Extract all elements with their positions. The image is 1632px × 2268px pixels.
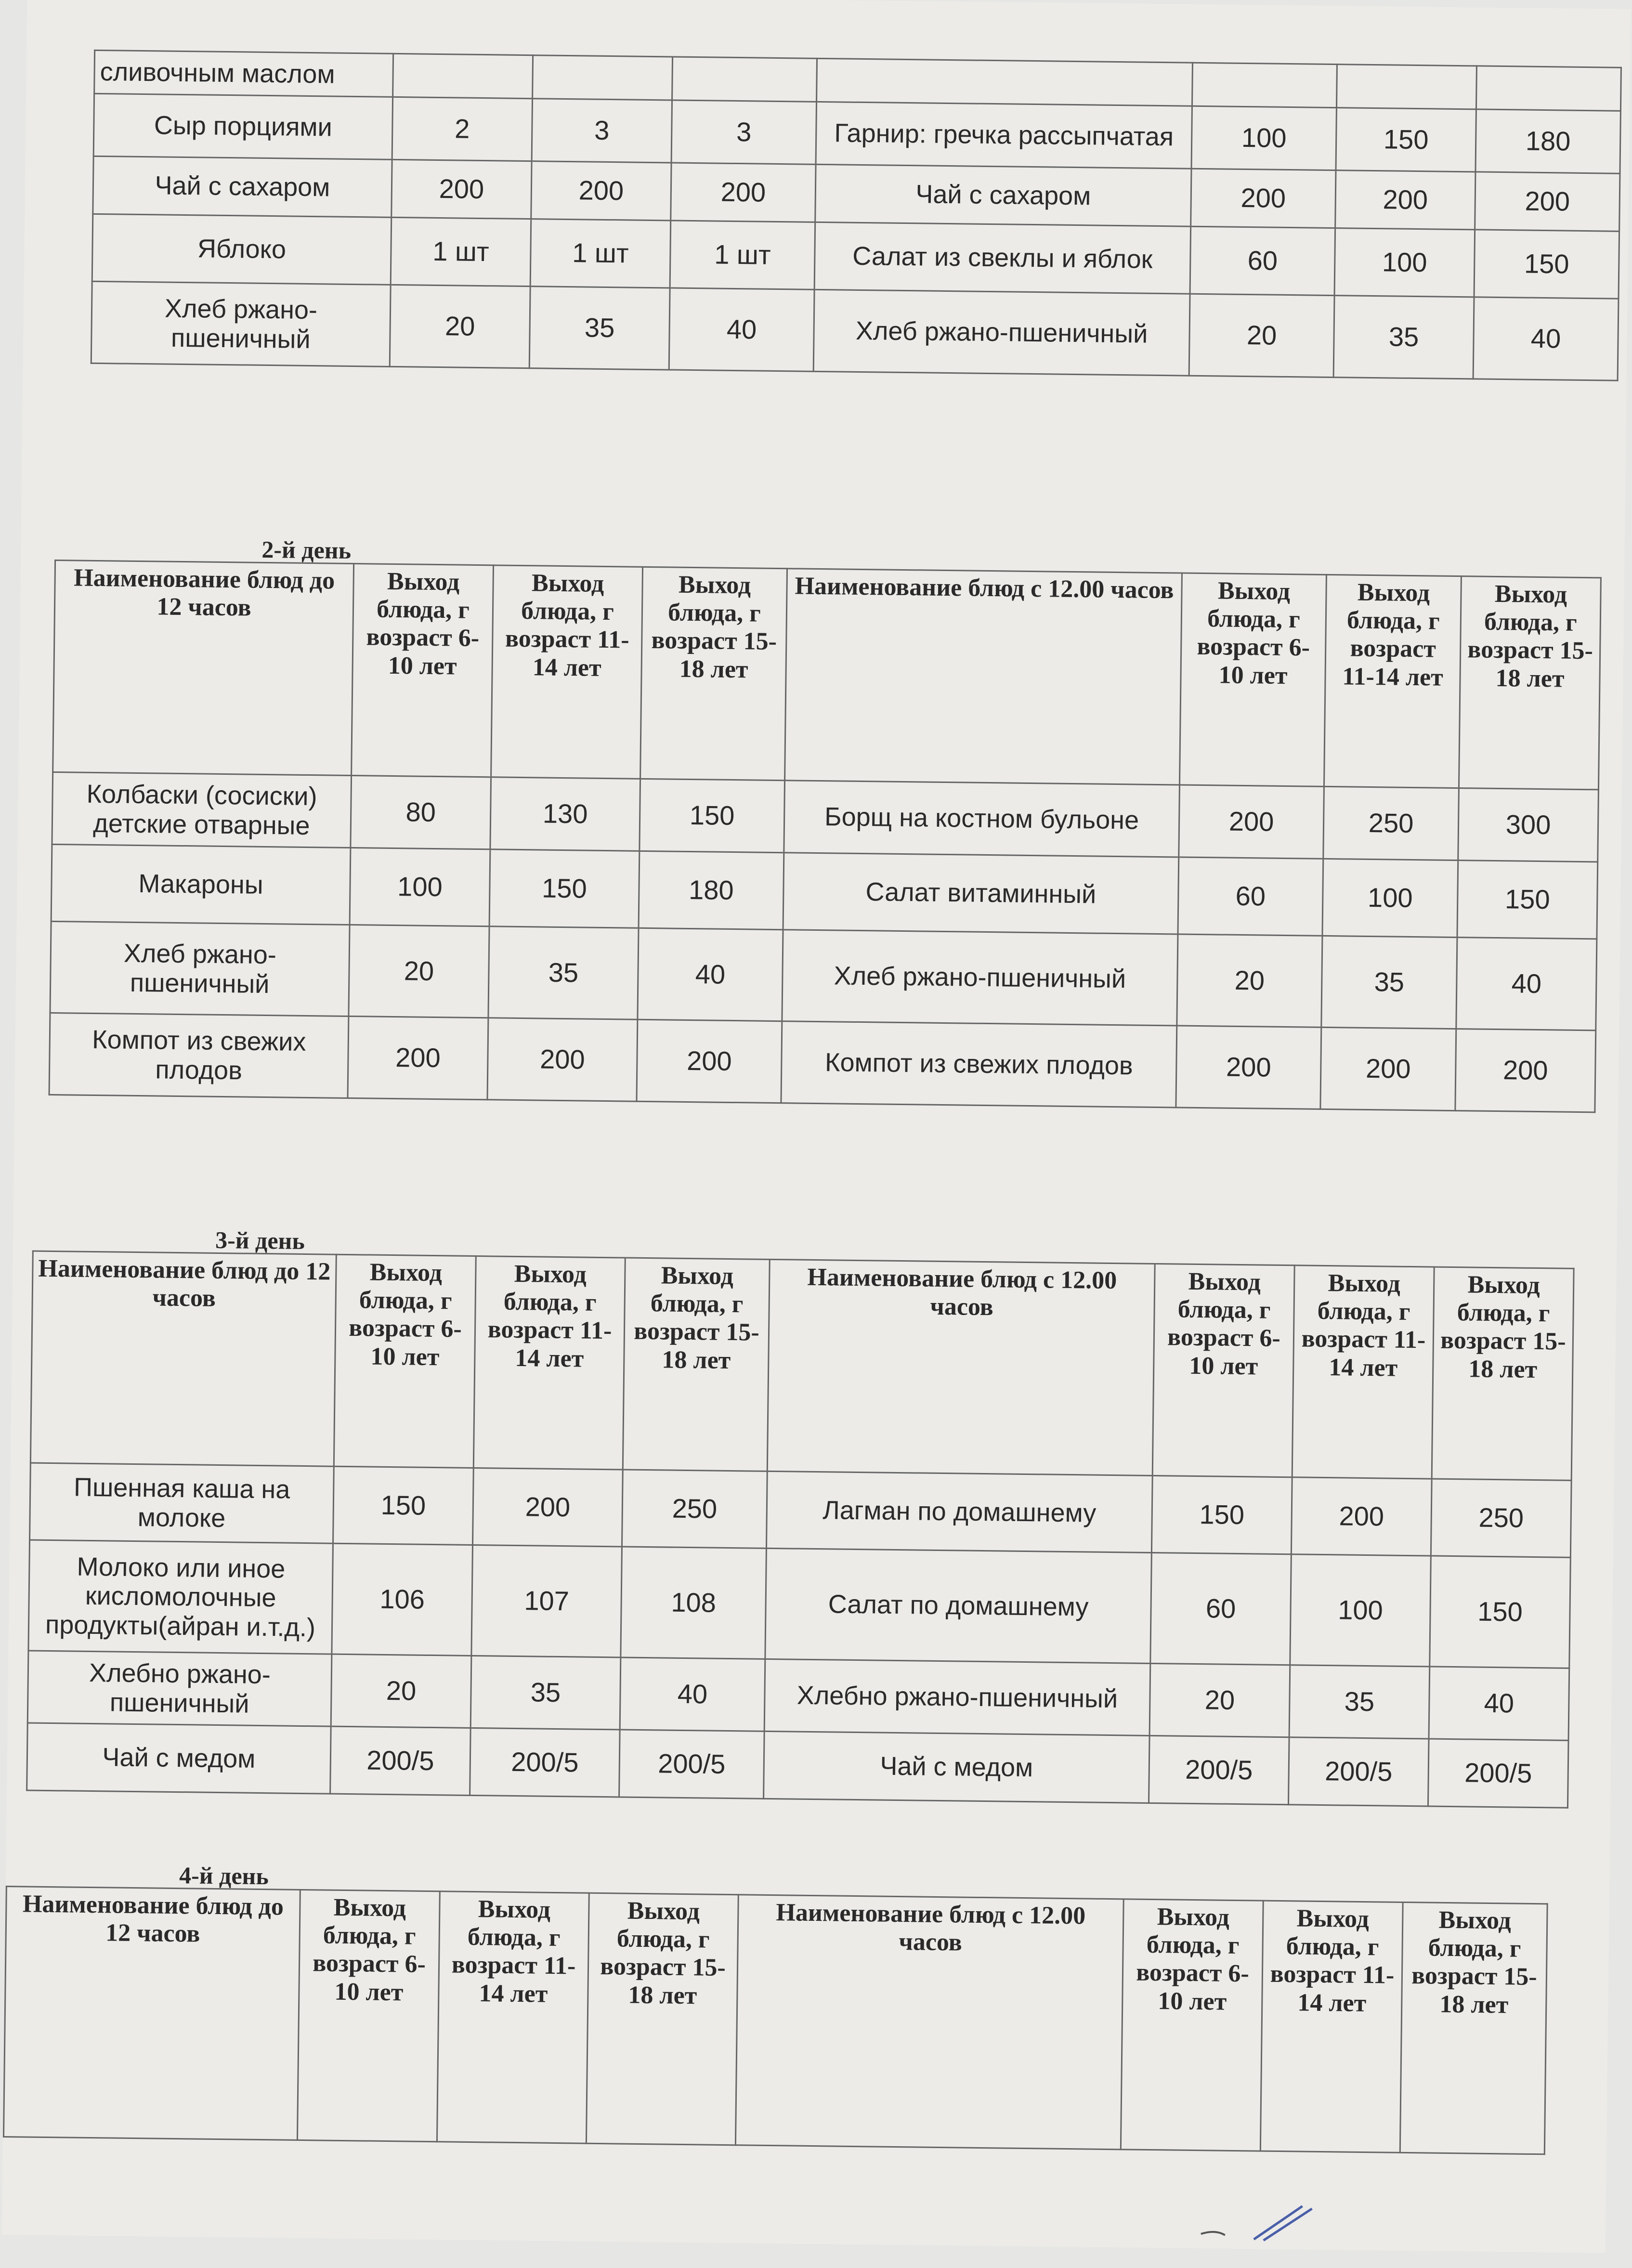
- portion-value: 200: [1335, 170, 1475, 230]
- portion-value: 150: [1151, 1475, 1292, 1554]
- col-header: Выход блюда, г возраст 15-18 лет: [1432, 1267, 1574, 1480]
- dish-name: Хлебно ржано-пшеничный: [27, 1651, 332, 1726]
- table-header-row: [30, 1251, 1574, 1480]
- col-header: Наименование блюд до 12 часов: [30, 1251, 336, 1466]
- document-page: [2, 0, 1631, 2253]
- portion-value: 40: [620, 1657, 765, 1731]
- portion-value: 3: [532, 99, 672, 163]
- col-header: Выход блюда, г возраст 15-18 лет: [623, 1258, 770, 1471]
- dish-name: Компот из свежих плодов: [781, 1021, 1177, 1108]
- portion-value: 200: [1291, 1477, 1432, 1556]
- portion-value: 180: [1475, 109, 1620, 173]
- portion-value: 35: [1289, 1665, 1430, 1739]
- dish-name: Чай с медом: [764, 1731, 1150, 1803]
- table-row: [49, 1013, 1596, 1112]
- dish-name: Хлеб ржано-пшеничный: [91, 281, 391, 366]
- portion-value: 60: [1178, 857, 1323, 936]
- dish-name: Хлеб ржано-пшеничный: [50, 921, 350, 1016]
- dish-name: Лагман по домашнему: [766, 1471, 1152, 1552]
- portion-value: 35: [529, 287, 670, 370]
- table-row: [50, 921, 1597, 1030]
- col-header: Выход блюда, г возраст 6-10 лет: [352, 564, 494, 777]
- portion-value: 300: [1458, 788, 1599, 862]
- portion-value: 200: [671, 163, 816, 222]
- portion-value: 20: [1149, 1663, 1290, 1737]
- portion-value: 1 шт: [670, 221, 815, 289]
- portion-value: 150: [1430, 1556, 1571, 1668]
- portion-value: 150: [489, 849, 640, 928]
- portion-value: 107: [471, 1545, 622, 1657]
- portion-value: 200: [1320, 1027, 1456, 1110]
- portion-value: 150: [333, 1466, 474, 1545]
- dish-name: Салат витаминный: [783, 853, 1179, 934]
- col-header: Выход блюда, г возраст 11-14 лет: [1260, 1901, 1403, 2152]
- dish-name: Макароны: [51, 844, 351, 925]
- pen-mark-icon: [1196, 2200, 1322, 2245]
- col-header: Выход блюда, г возраст 6-10 лет: [1152, 1264, 1294, 1477]
- dish-name: Яблоко: [92, 214, 392, 285]
- portion-value: 1 шт: [391, 217, 531, 286]
- col-header: Выход блюда, г возраст 15-18 лет: [640, 567, 787, 780]
- col-header: Наименование блюд до 12 часов: [3, 1887, 300, 2140]
- dish-name: Чай с медом: [27, 1723, 331, 1794]
- portion-value: 100: [1322, 859, 1458, 937]
- portion-value: 40: [1429, 1667, 1569, 1740]
- portion-value: 150: [640, 779, 785, 852]
- col-header: Наименование блюд до 12 часов: [53, 560, 354, 775]
- day3-table: [26, 1251, 1575, 1809]
- portion-value: 200: [531, 161, 671, 221]
- portion-value: 60: [1150, 1552, 1292, 1665]
- portion-value: 20: [349, 925, 489, 1017]
- portion-value: 60: [1190, 226, 1335, 295]
- col-header: Выход блюда, г возраст 11-14 лет: [473, 1256, 625, 1470]
- col-header: Выход блюда, г возраст 11-14 лет: [1324, 574, 1461, 788]
- top-table: [91, 50, 1622, 381]
- portion-value: 2: [392, 97, 532, 161]
- portion-value: 20: [1189, 294, 1334, 377]
- dish-name: Хлеб ржано-пшеничный: [813, 289, 1190, 376]
- dish-name: Компот из свежих плодов: [49, 1013, 349, 1098]
- portion-value: 35: [470, 1655, 621, 1730]
- portion-value: 150: [1474, 230, 1619, 299]
- table-header-row: [53, 560, 1601, 789]
- day2-table: [49, 560, 1602, 1113]
- col-header: Выход блюда, г возраст 11-14 лет: [437, 1891, 589, 2143]
- col-header: Выход блюда, г возраст 11-14 лет: [1292, 1265, 1434, 1479]
- col-header: Выход блюда, г возраст 6-10 лет: [1179, 573, 1326, 786]
- dish-name: Хлеб ржано-пшеничный: [782, 930, 1178, 1026]
- portion-value: 200: [1455, 1029, 1596, 1112]
- dish-name: Молоко или иное кисломолочные продукты(айран и.т.д.): [28, 1540, 333, 1654]
- table-header-row: [3, 1887, 1547, 2154]
- portion-value: 200: [1191, 169, 1336, 228]
- dish-name: Пшенная каша на молоке: [30, 1463, 334, 1543]
- portion-value: 200/5: [1428, 1739, 1568, 1808]
- portion-value: 200/5: [330, 1726, 471, 1795]
- portion-value: 3: [671, 100, 816, 164]
- portion-value: 100: [1334, 228, 1475, 297]
- dish-name: Борщ на костном бульоне: [784, 781, 1180, 857]
- portion-value: 200/5: [1288, 1737, 1429, 1806]
- col-header: Выход блюда, г возраст 6-10 лет: [297, 1890, 440, 2141]
- dish-name: Хлебно ржано-пшеничный: [764, 1659, 1150, 1735]
- portion-value: 150: [1336, 108, 1476, 172]
- day-title: 3-й день: [215, 1226, 305, 1254]
- portion-value: 200: [1475, 172, 1620, 231]
- portion-value: 200: [1179, 785, 1324, 859]
- portion-value: 20: [1177, 934, 1322, 1027]
- portion-value: 200: [487, 1018, 638, 1102]
- col-header: Выход блюда, г возраст 15-18 лет: [586, 1893, 738, 2145]
- portion-value: 200/5: [619, 1730, 765, 1799]
- dish-name: Салат по домашнему: [765, 1548, 1152, 1663]
- portion-value: 180: [639, 851, 784, 929]
- portion-value: 1 шт: [530, 219, 671, 288]
- col-header: Выход блюда, г возраст 15-18 лет: [1459, 576, 1601, 790]
- col-header: Наименование блюд с 12.00 часов: [785, 569, 1182, 785]
- portion-value: 250: [1323, 786, 1459, 860]
- col-header: Выход блюда, г возраст 6-10 лет: [1121, 1899, 1263, 2151]
- col-header: Выход блюда, г возраст 15-18 лет: [1400, 1902, 1547, 2154]
- col-header: Наименование блюд с 12.00 часов: [767, 1259, 1155, 1475]
- portion-value: 200: [1176, 1026, 1321, 1109]
- col-header: Выход блюда, г возраст 6-10 лет: [334, 1254, 476, 1468]
- portion-value: 200: [472, 1468, 623, 1547]
- portion-value: 35: [1333, 296, 1474, 379]
- portion-value: 40: [1456, 938, 1597, 1030]
- table-row: [91, 281, 1619, 380]
- table-row: [28, 1540, 1570, 1668]
- col-header: Выход блюда, г возраст 11-14 лет: [491, 565, 643, 779]
- portion-value: 40: [669, 288, 814, 371]
- day-title: 2-й день: [261, 535, 352, 564]
- portion-value: 100: [1290, 1554, 1431, 1667]
- dish-name: Гарнир: гречка рассыпчатая: [816, 102, 1192, 169]
- portion-value: 100: [1191, 106, 1336, 170]
- dish-name: Чай с сахаром: [815, 164, 1191, 226]
- portion-value: 100: [350, 847, 490, 926]
- portion-value: 35: [1321, 936, 1457, 1029]
- portion-value: 106: [332, 1543, 473, 1655]
- portion-value: 250: [1431, 1479, 1571, 1557]
- portion-value: 130: [490, 777, 640, 851]
- portion-value: 200/5: [470, 1728, 620, 1797]
- dish-name: Колбаски (сосиски) детские отварные: [52, 772, 352, 847]
- dish-name: сливочным маслом: [94, 50, 393, 97]
- day-title: 4-й день: [179, 1862, 269, 1890]
- portion-value: 20: [390, 285, 530, 368]
- portion-value: 20: [331, 1654, 471, 1728]
- portion-value: 200: [637, 1019, 782, 1103]
- portion-value: 200/5: [1149, 1735, 1289, 1804]
- portion-value: 108: [621, 1547, 767, 1659]
- portion-value: 40: [638, 928, 783, 1021]
- portion-value: 150: [1457, 860, 1598, 939]
- dish-name: Сыр порциями: [93, 93, 392, 159]
- dish-name: Чай с сахаром: [93, 156, 392, 217]
- portion-value: 200: [392, 159, 532, 219]
- day4-table: [3, 1886, 1548, 2155]
- col-header: Наименование блюд с 12.00 часов: [735, 1895, 1123, 2150]
- portion-value: 200: [348, 1016, 488, 1099]
- portion-value: 80: [351, 776, 491, 849]
- portion-value: 250: [622, 1470, 767, 1548]
- portion-value: 35: [488, 926, 639, 1020]
- portion-value: 40: [1473, 297, 1619, 380]
- dish-name: Салат из свеклы и яблок: [814, 222, 1191, 294]
